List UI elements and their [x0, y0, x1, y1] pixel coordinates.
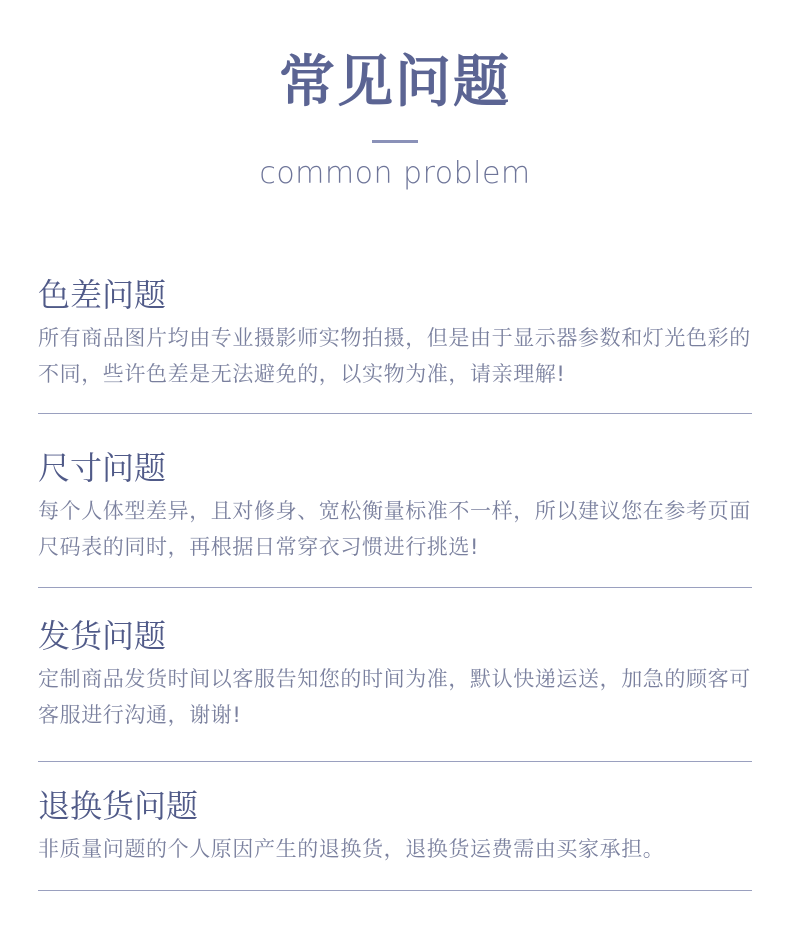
faq-item-returns — [38, 785, 752, 867]
page-title: 常见问题 — [279, 50, 511, 115]
faq-heading: 尺寸问题 — [38, 449, 167, 487]
faq-answer: 非质量问题的个人原因产生的退换货，退换货运费需由买家承担。 — [38, 837, 665, 861]
section-divider — [38, 890, 752, 891]
faq-answer: 所有商品图片均由专业摄影师实物拍摄，但是由于显示器参数和灯光色彩的不同，些许色差是无法避免的，以实物为准，请亲理解! — [38, 326, 751, 386]
title-divider — [372, 140, 418, 143]
page-subtitle: common problem — [259, 156, 531, 191]
section-divider — [38, 761, 752, 762]
faq-heading: 发货问题 — [38, 617, 167, 655]
section-divider — [38, 587, 752, 588]
section-divider — [38, 413, 752, 414]
faq-item-color-difference — [38, 274, 752, 392]
faq-heading: 退换货问题 — [38, 787, 199, 825]
faq-item-shipping — [38, 615, 752, 733]
faq-item-size — [38, 447, 752, 565]
faq-answer: 定制商品发货时间以客服告知您的时间为准，默认快递运送，加急的顾客可客服进行沟通，谢谢! — [38, 667, 751, 727]
faq-heading: 色差问题 — [38, 276, 167, 314]
faq-answer: 每个人体型差异，且对修身、宽松衡量标准不一样，所以建议您在参考页面尺码表的同时，再根据日常穿衣习惯进行挑选! — [38, 499, 751, 559]
